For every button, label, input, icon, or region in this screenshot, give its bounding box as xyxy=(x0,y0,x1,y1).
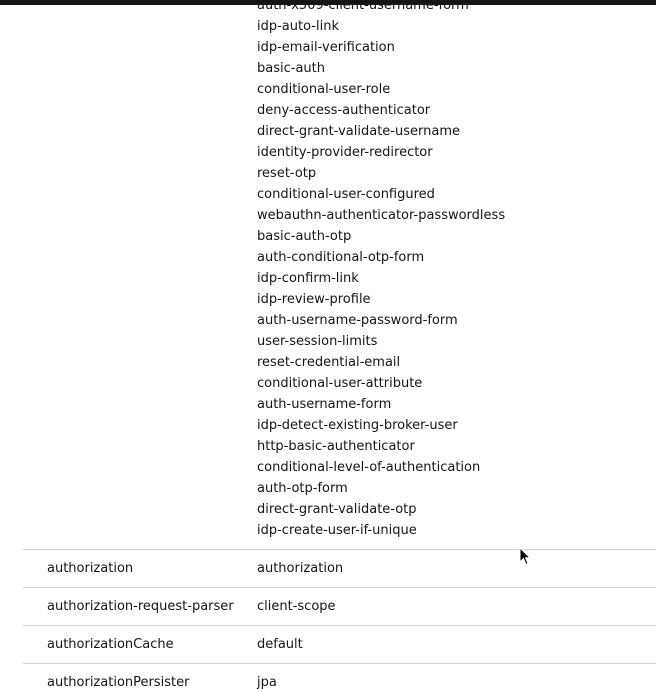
provider-item: reset-credential-email xyxy=(257,355,401,370)
row-value: default xyxy=(257,637,303,652)
provider-item: webauthn-authenticator-passwordless xyxy=(257,208,506,223)
row-value: client-scope xyxy=(257,599,336,614)
provider-item: auth-otp-form xyxy=(257,481,348,496)
row-value: authorization xyxy=(257,561,344,576)
row-key: authorization-request-parser xyxy=(47,599,234,614)
mouse-pointer-icon xyxy=(519,547,531,566)
provider-item: idp-detect-existing-broker-user xyxy=(257,418,458,433)
provider-item: conditional-user-configured xyxy=(257,187,435,202)
table-row xyxy=(23,587,656,625)
provider-item: direct-grant-validate-otp xyxy=(257,502,417,517)
provider-item: user-session-limits xyxy=(257,334,378,349)
authenticator-provider-list xyxy=(257,0,505,541)
provider-item: http-basic-authenticator xyxy=(257,439,415,454)
table-row xyxy=(23,625,656,663)
provider-item: auth-username-form xyxy=(257,397,392,412)
provider-item: conditional-user-role xyxy=(257,82,391,97)
provider-item: idp-auto-link xyxy=(257,19,339,34)
provider-item: basic-auth-otp xyxy=(257,229,352,244)
provider-item: idp-confirm-link xyxy=(257,271,359,286)
provider-item: conditional-user-attribute xyxy=(257,376,423,391)
provider-item: direct-grant-validate-username xyxy=(257,124,460,139)
provider-item: conditional-level-of-authentication xyxy=(257,460,481,475)
provider-item: deny-access-authenticator xyxy=(257,103,431,118)
provider-item: auth-conditional-otp-form xyxy=(257,250,425,265)
provider-item: basic-auth xyxy=(257,61,325,76)
table-row xyxy=(23,663,656,692)
provider-item: idp-create-user-if-unique xyxy=(257,523,417,538)
provider-item: identity-provider-redirector xyxy=(257,145,433,160)
provider-item: reset-otp xyxy=(257,166,317,181)
row-key: authorizationPersister xyxy=(47,675,190,690)
row-key: authorizationCache xyxy=(47,637,174,652)
provider-item: auth-x509-client-username-form xyxy=(257,0,469,13)
provider-item: idp-review-profile xyxy=(257,292,371,307)
provider-item: auth-username-password-form xyxy=(257,313,458,328)
row-key: authorization xyxy=(47,561,134,576)
spi-table xyxy=(23,549,656,692)
table-row xyxy=(23,549,656,587)
provider-item: idp-email-verification xyxy=(257,40,395,55)
row-value: jpa xyxy=(257,675,277,690)
